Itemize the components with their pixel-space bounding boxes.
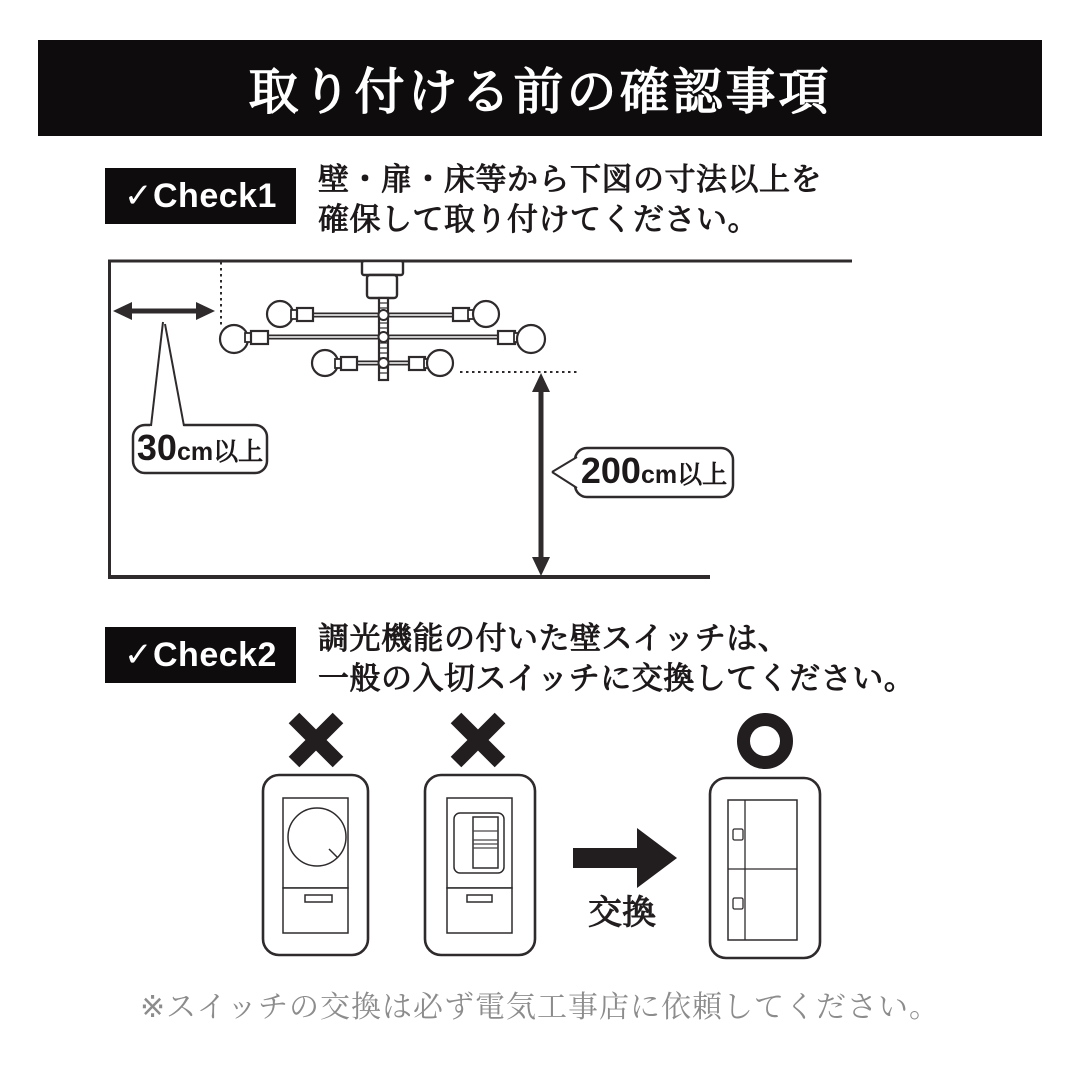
check1-badge: [105, 168, 296, 224]
clearance-diagram: [0, 245, 1080, 590]
switch-comparison: [0, 700, 1080, 970]
bottom-clearance-label: 200cm以上: [580, 450, 728, 491]
page-title: 取り付ける前の確認事項: [248, 64, 832, 120]
socket: [251, 331, 268, 344]
arrow-right-head: [196, 302, 215, 320]
check2-badge-label: ✓Check2: [124, 636, 277, 674]
replace-arrow-icon: [573, 828, 677, 888]
rotary-dimmer-switch: [263, 775, 368, 955]
check1-instruction: [318, 160, 822, 240]
left-clearance-label: 30cm以上: [136, 427, 264, 468]
vertical-clearance-arrow: [532, 373, 550, 576]
switch-slot: [467, 895, 492, 902]
switch-slot: [305, 895, 332, 902]
check1-line2: 確保して取り付けてください。: [318, 202, 759, 237]
circle-icon: [744, 720, 787, 763]
bulb: [267, 301, 293, 327]
slider-track: [473, 817, 498, 868]
replace-arrow-label: 交換: [588, 894, 656, 932]
socket: [498, 331, 515, 344]
pole-joint: [379, 310, 389, 320]
switch-indicator: [733, 829, 743, 840]
arrow-left-head: [113, 302, 132, 320]
check2-line2: 一般の入切スイッチに交換してください。: [318, 661, 916, 696]
check2-line1: 調光機能の付いた壁スイッチは、: [318, 621, 790, 656]
slider-dimmer-switch: [425, 775, 535, 955]
switch-indicator: [733, 898, 743, 909]
bulb: [517, 325, 545, 353]
socket: [297, 308, 313, 321]
bulb: [220, 325, 248, 353]
horizontal-clearance-arrow: [113, 302, 215, 320]
socket: [341, 357, 357, 370]
callout-tail: [552, 456, 578, 489]
bulb: [473, 301, 499, 327]
socket: [453, 308, 469, 321]
socket: [409, 357, 425, 370]
bulb: [427, 350, 453, 376]
pole-joint: [379, 332, 389, 342]
check2-instruction: [318, 619, 915, 699]
fixture-canopy: [362, 261, 403, 275]
cross-icon: [456, 718, 500, 762]
fixture-mount: [367, 275, 397, 298]
check1-badge-label: ✓Check1: [124, 177, 277, 215]
cross-icon: [294, 718, 338, 762]
arrow-down-head: [532, 557, 550, 576]
standard-onoff-switch: [710, 778, 820, 958]
footnote: ※スイッチの交換は必ず電気工事店に依頼してください。: [140, 991, 940, 1024]
header-banner: [38, 40, 1042, 136]
pole-joint: [379, 358, 389, 368]
bottom-clearance-callout: [552, 448, 733, 497]
check2-badge: [105, 627, 296, 683]
ceiling-light-fixture: [220, 261, 545, 380]
check1-line1: 壁・扉・床等から下図の寸法以上を: [318, 162, 822, 197]
arrow-up-head: [532, 373, 550, 392]
